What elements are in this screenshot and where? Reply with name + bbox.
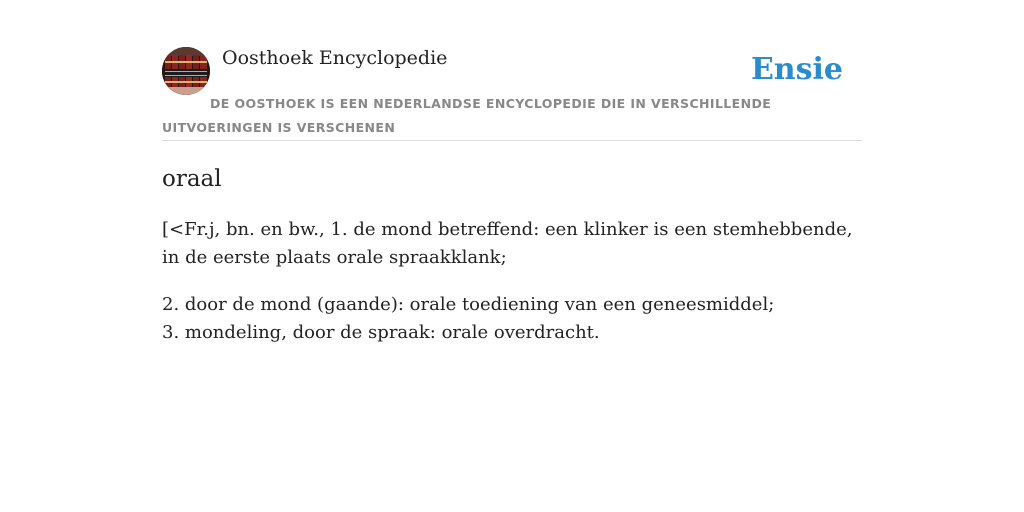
site-header <box>162 46 862 141</box>
definition-line: [<Fr.j, bn. en bw., 1. de mond betreffend: een klinker is een stemhebbende, in de eerste plaats orale spraakklank; <box>162 219 853 268</box>
brand-logo[interactable]: Ensie <box>750 52 843 87</box>
entry-title: oraal <box>162 166 222 192</box>
site-tagline: DE OOSTHOEK IS EEN NEDERLANDSE ENCYCLOPEDIE DIE IN VERSCHILLENDE UITVOERINGEN IS VERSCHENEN <box>162 96 772 135</box>
site-name[interactable]: Oosthoek Encyclopedie <box>222 47 448 69</box>
definition-paragraph <box>162 291 862 347</box>
entry-content <box>162 160 862 366</box>
encyclopedia-books-icon[interactable] <box>162 47 210 95</box>
definition-paragraph <box>162 216 862 272</box>
definition-line: 3. mondeling, door de spraak: orale overdracht. <box>162 322 600 343</box>
definition-line: 2. door de mond (gaande): orale toediening van een geneesmiddel; <box>162 294 775 315</box>
